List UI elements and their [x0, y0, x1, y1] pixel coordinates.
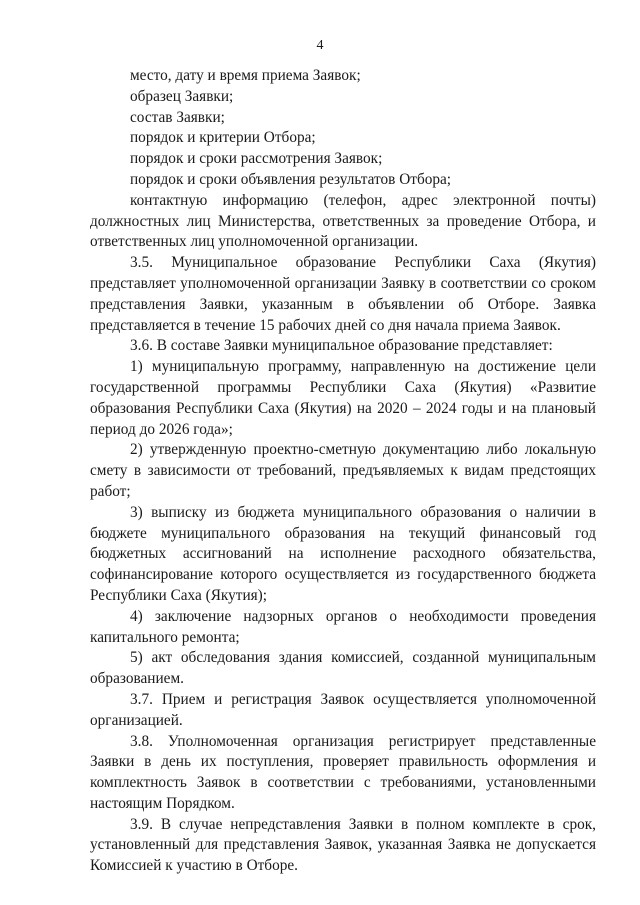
- list-item: место, дату и время приема Заявок;: [130, 67, 361, 84]
- paragraph-3-6: 3.6. В составе Заявки муниципальное образование представляет:: [130, 337, 553, 355]
- list-item: порядок и сроки объявления результатов Отбора;: [130, 170, 452, 188]
- document-body: [90, 66, 596, 877]
- page-number: 4: [316, 38, 324, 53]
- paragraph-3-8: 3.8. Уполномоченная организация регистрирует представленные Заявки в день их поступления, проверяет правильность оформления и комплектность Заявок в соответствии с требованиями, установленными настоящим Порядком.: [90, 732, 596, 812]
- paragraph-3-6-item-4: 4) заключение надзорных органов о необходимости проведения капитального ремонта;: [90, 607, 596, 646]
- paragraph-3-9: 3.9. В случае непредставления Заявки в полном комплекте в срок, установленный для представления Заявок, указанная Заявка не допускается Комиссией к участию в Отборе.: [90, 815, 596, 875]
- list-item: состав Заявки;: [130, 108, 225, 126]
- paragraph-3-6-item-2: 2) утвержденную проектно-сметную документацию либо локальную смету в зависимости от требований, предъявляемых к видам предстоящих работ;: [90, 441, 596, 500]
- paragraph-3-6-item-3: 3) выписку из бюджета муниципального образования о наличии в бюджете муниципального образования на текущий финансовый год бюджетных ассигнований на исполнение расходного обязательства, софинансирование которого осуществляется из государственного бюджета Республики Саха (Якутия);: [90, 503, 596, 604]
- paragraph-3-7: 3.7. Прием и регистрация Заявок осуществляется уполномоченной организацией.: [90, 690, 596, 729]
- list-item: образец Заявки;: [130, 87, 234, 105]
- paragraph-3-6-item-5: 5) акт обследования здания комиссией, созданной муниципальным образованием.: [90, 649, 596, 688]
- paragraph-contact-info: контактную информацию (телефон, адрес электронной почты) должностных лиц Министерства, ответственных за проведение Отбора, и ответственных лиц уполномоченной организации.: [90, 191, 596, 251]
- list-item: порядок и критерии Отбора;: [130, 129, 316, 147]
- paragraph-3-5: 3.5. Муниципальное образование Республики Саха (Якутия) представляет уполномоченной организации Заявку в соответствии со сроком представления Заявки, указанным в объявлении об Отборе. Заявка представляется в течение 15 рабочих дней со дня начала приема Заявок.: [90, 254, 596, 334]
- paragraph-3-6-item-1: 1) муниципальную программу, направленную на достижение цели государственной программы Республики Саха (Якутия) «Развитие образования Республики Саха (Якутия) на 2020 – 2024 годы и на плановый период до 2026 года»;: [90, 358, 596, 438]
- list-item: порядок и сроки рассмотрения Заявок;: [130, 150, 383, 168]
